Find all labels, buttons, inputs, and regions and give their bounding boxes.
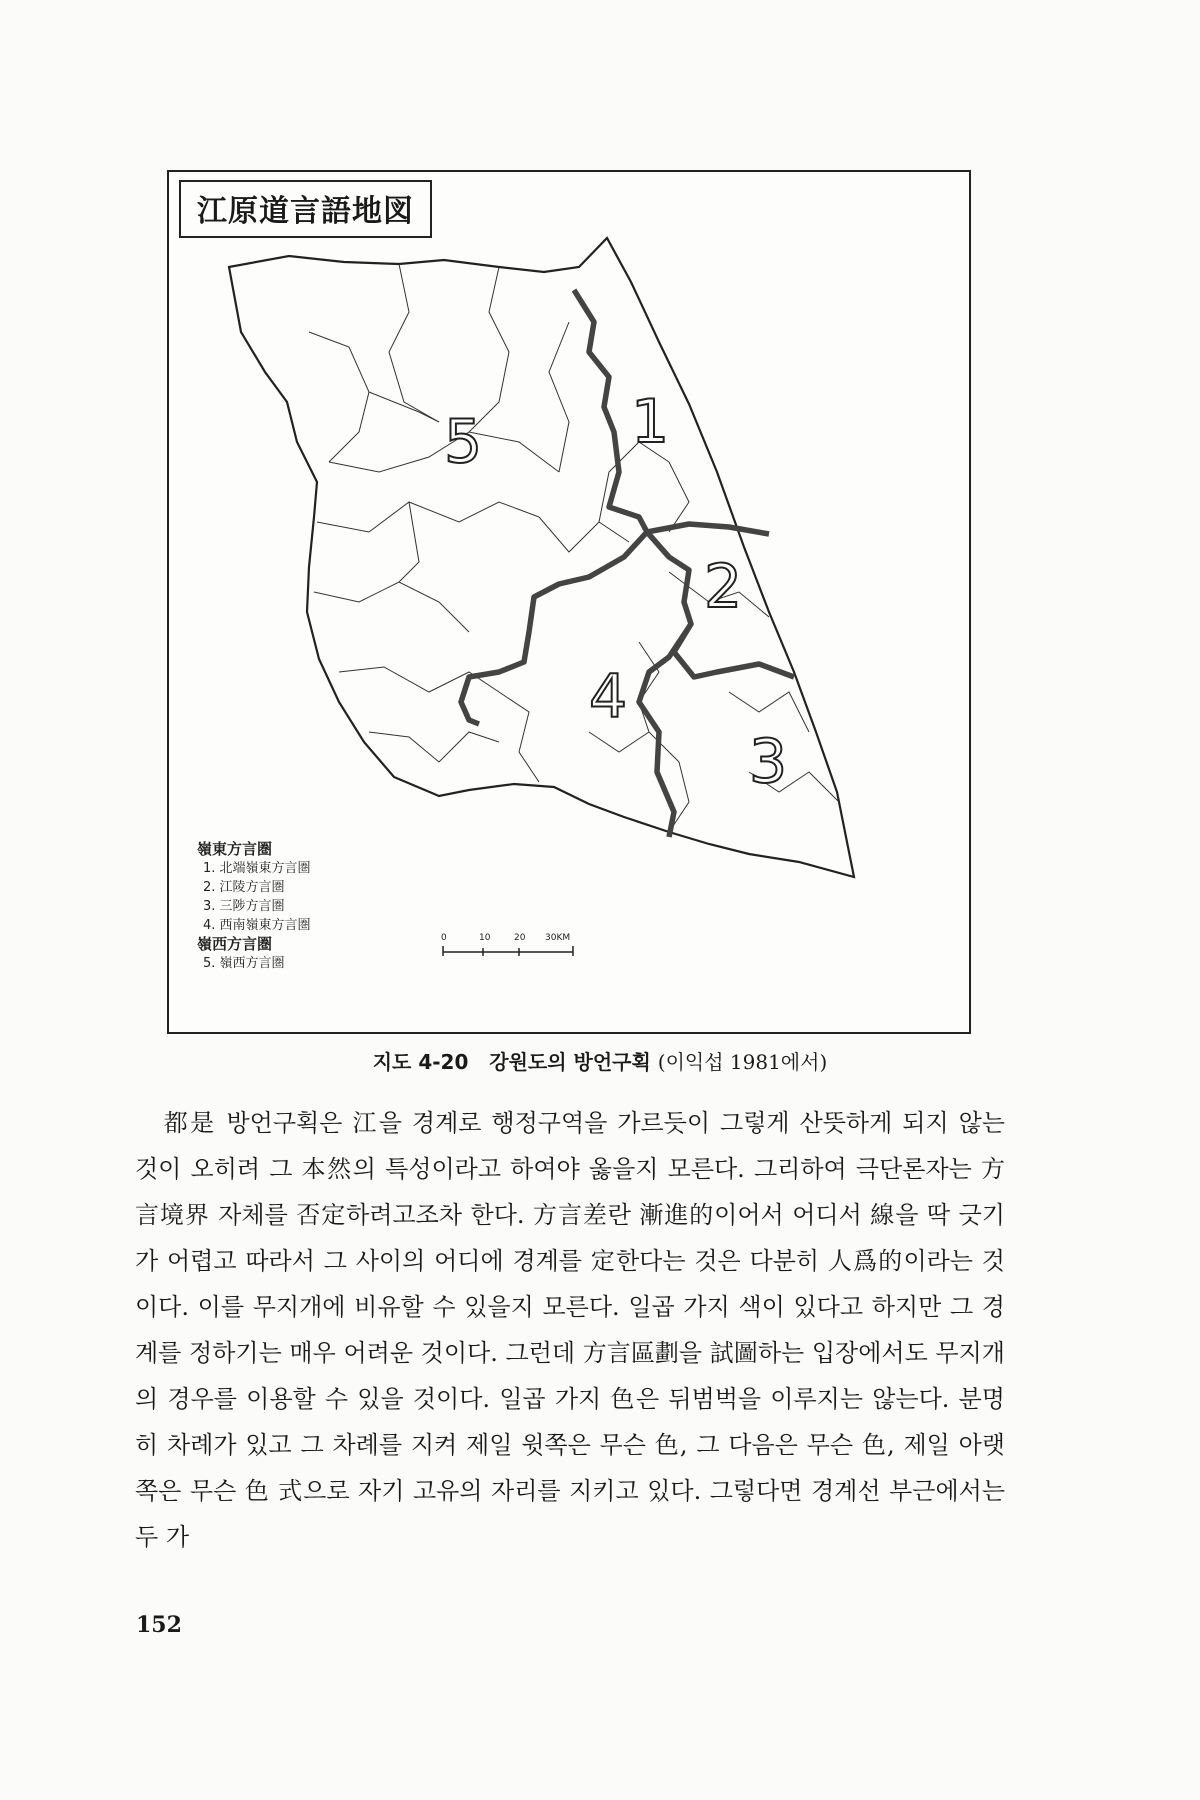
county-boundary [389,264,439,422]
region-label-2: 2 [704,552,743,622]
county-boundary [339,667,499,692]
scale-bar [439,930,589,970]
legend-item: 5. 嶺西方言圏 [203,956,285,971]
scale-tick-label: 20 [514,933,526,943]
figure-caption [0,1046,1200,1075]
region-label-5: 5 [444,407,483,477]
county-boundary [314,582,469,632]
county-boundary [729,692,809,732]
legend-item: 4. 西南嶺東方言圏 [203,918,311,933]
county-boundary [369,392,439,422]
region-label-4: 4 [589,662,628,732]
county-boundary [309,332,369,462]
caption-label: 지도 4-20 [372,1050,469,1074]
county-boundary [539,517,629,552]
caption-source: (이익섭 1981에서) [657,1050,828,1074]
scale-tick-label: 0 [441,933,447,943]
body-text [135,1100,1005,1560]
page-number: 152 [136,1612,182,1638]
dialect-boundary [639,624,691,837]
legend-item: 2. 江陵方言圏 [203,880,285,895]
county-boundary [369,732,499,762]
legend-group: 嶺東方言圏 [197,840,273,858]
legend-item: 1. 北端嶺東方言圏 [203,861,311,876]
body-paragraph: 都是 방언구획은 江을 경계로 행정구역을 가르듯이 그렇게 산뜻하게 되지 않는 것이 오히려 그 本然의 특성이라고 하여야 옳을지 모른다. 그리하여 극단론자는 方言境界 자체를 否定하려고조차 한다. 方言差란 漸進的이어서 어디서 線을 딱 긋기가 어렵고 따라서 그 사이의 어디에 경계를 定한다는 것은 다분히 人爲的이라는 것이다. 이를 무지개에 비유할 수 있을지 모른다. 일곱 가지 색이 있다고 하지만 그 경계를 정하기는 매우 어려운 것이다. 그런데 方言區劃을 試圖하는 입장에서도 무지개의 경우를 이용할 수 있을 것이다. 일곱 가지 色은 뒤범벅을 이루지는 않는다. 분명히 차례가 있고 그 차례를 지켜 제일 윗쪽은 무슨 色, 그 다음은 무슨 色, 제일 아랫쪽은 무슨 色 式으로 자기 고유의 자리를 지키고 있다. 그렇다면 경계선 부근에서는 두 가 [135,1109,1005,1551]
county-boundary [499,692,539,782]
caption-text: 강원도의 방언구획 [489,1050,651,1074]
county-boundary [317,502,539,532]
county-boundary [589,732,679,762]
county-boundary [549,322,569,472]
county-boundary [399,502,419,582]
region-label-3: 3 [749,727,788,797]
map-figure [167,170,971,1034]
map-title: 江原道言語地図 [179,180,432,238]
county-boundary [669,462,689,532]
legend-group: 嶺西方言圏 [197,935,273,953]
region-label-1: 1 [631,387,670,457]
dialect-boundary [647,524,769,534]
map-legend [197,840,311,973]
scale-tick-label: 30KM [545,933,571,943]
legend-item: 3. 三陟方言圏 [203,899,285,914]
scale-tick-label: 10 [479,933,491,943]
